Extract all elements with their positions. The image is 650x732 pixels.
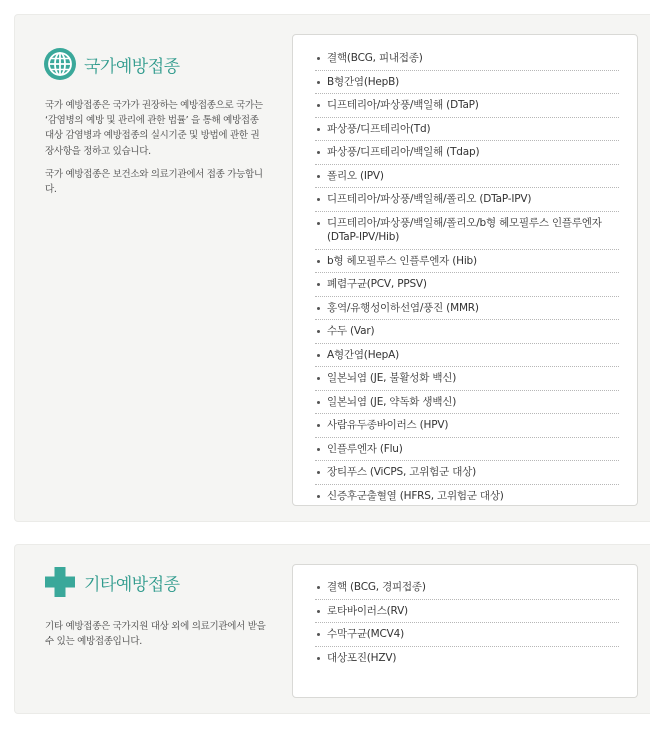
vaccine-name: A형간염(HepA) <box>327 348 400 361</box>
bullet-icon <box>317 448 320 451</box>
plus-cross-icon <box>43 565 77 599</box>
vaccine-list-item <box>315 461 619 485</box>
vaccine-name: 홍역/유행성이하선염/풍진 (MMR) <box>327 301 479 314</box>
vaccine-list-item <box>315 165 619 189</box>
bullet-icon <box>317 657 320 660</box>
bullet-icon <box>317 377 320 380</box>
national-vaccination-section <box>14 14 650 522</box>
vaccine-list-item <box>315 47 619 71</box>
bullet-icon <box>317 610 320 613</box>
vaccine-name: 결핵 (BCG, 경피접종) <box>327 581 426 593</box>
national-vaccine-card <box>292 34 638 506</box>
vaccine-list-item <box>315 414 619 438</box>
bullet-icon <box>317 198 320 201</box>
vaccine-list-item <box>315 344 619 368</box>
vaccine-list-item <box>315 212 619 250</box>
other-title: 기타예방접종 <box>84 574 180 595</box>
national-location-note: 국가 예방접종은 보건소와 의료기관에서 접종 가능합니다. <box>45 169 263 196</box>
bullet-icon <box>317 128 320 131</box>
vaccine-list-item <box>315 485 619 508</box>
vaccine-list-item <box>315 118 619 142</box>
vaccine-name: 인플루엔자 (Flu) <box>327 442 403 455</box>
bullet-icon <box>317 57 320 60</box>
vaccine-list-item <box>315 273 619 297</box>
other-vaccine-list <box>315 576 619 669</box>
vaccine-name: 일본뇌염 (JE, 약독화 생백신) <box>327 395 457 408</box>
vaccine-list-item <box>315 188 619 212</box>
vaccine-list-item <box>315 647 619 670</box>
bullet-icon <box>317 151 320 154</box>
vaccine-list-item <box>315 623 619 647</box>
vaccine-name: b형 헤모필루스 인플루엔자 (Hib) <box>327 254 477 267</box>
vaccine-list-item <box>315 600 619 624</box>
vaccine-name: 대상포진(HZV) <box>327 651 397 664</box>
vaccine-name: 디프테리아/파상풍/백일해 (DTaP) <box>327 99 479 111</box>
vaccine-name: 파상풍/디프테리아(Td) <box>327 122 431 135</box>
other-vaccine-card <box>292 564 638 698</box>
vaccine-name: 로타바이러스(RV) <box>327 604 408 617</box>
bullet-icon <box>317 283 320 286</box>
bullet-icon <box>317 104 320 107</box>
vaccine-name: 파상풍/디프테리아/백일해 (Tdap) <box>327 146 480 158</box>
national-title: 국가예방접종 <box>84 56 180 77</box>
vaccine-list-item <box>315 438 619 462</box>
vaccine-list-item <box>315 141 619 165</box>
bullet-icon <box>317 260 320 263</box>
vaccine-name: 폴리오 (IPV) <box>327 169 384 182</box>
vaccine-list-item <box>315 94 619 118</box>
national-vaccine-list <box>315 47 619 507</box>
other-description: 기타 예방접종은 국가지원 대상 외에 의료기관에서 받을 수 있는 예방접종입니다. <box>45 621 266 648</box>
bullet-icon <box>317 307 320 310</box>
vaccine-name: 폐렴구균(PCV, PPSV) <box>327 278 427 290</box>
vaccine-name: 수막구균(MCV4) <box>327 628 405 640</box>
vaccine-name: 사람유두종바이러스 (HPV) <box>327 419 449 431</box>
vaccine-list-item <box>315 391 619 415</box>
vaccine-list-item <box>315 250 619 274</box>
vaccine-list-item <box>315 320 619 344</box>
bullet-icon <box>317 633 320 636</box>
other-vaccination-section <box>14 544 650 714</box>
vaccine-list-item <box>315 297 619 321</box>
vaccine-list-item <box>315 576 619 600</box>
vaccine-name: 수두 (Var) <box>327 325 375 337</box>
bullet-icon <box>317 330 320 333</box>
bullet-icon <box>317 586 320 589</box>
vaccine-list-item <box>315 71 619 95</box>
bullet-icon <box>317 354 320 357</box>
vaccine-name: 결핵(BCG, 피내접종) <box>327 52 423 64</box>
vaccine-name: 장티푸스 (ViCPS, 고위험군 대상) <box>327 466 476 478</box>
bullet-icon <box>317 81 320 84</box>
national-title-row <box>43 47 180 81</box>
national-description: 국가 예방접종은 국가가 권장하는 예방접종으로 국가는 ‘감염병의 예방 및 관리에 관한 법률’ 을 통해 예방접종 대상 감염병과 예방접종의 실시기준 및 방법에 관한 권장사항을 정하고 있습니다. <box>45 100 263 157</box>
bullet-icon <box>317 424 320 427</box>
bullet-icon <box>317 401 320 404</box>
bullet-icon <box>317 495 320 498</box>
bullet-icon <box>317 175 320 178</box>
vaccine-name: 신증후군출혈열 (HFRS, 고위험군 대상) <box>327 489 504 502</box>
bullet-icon <box>317 471 320 474</box>
vaccine-name: B형간염(HepB) <box>327 75 400 88</box>
bullet-icon <box>317 222 320 225</box>
vaccine-name: 일본뇌염 (JE, 불활성화 백신) <box>327 372 457 384</box>
vaccine-name: 디프테리아/파상풍/백일해/폴리오 (DTaP-IPV) <box>327 193 532 205</box>
vaccine-list-item <box>315 367 619 391</box>
other-title-row <box>43 565 180 599</box>
globe-icon <box>43 47 77 81</box>
vaccine-name: 디프테리아/파상풍/백일해/폴리오/b형 헤모필루스 인플루엔자(DTaP-IPV/Hib) <box>327 216 602 243</box>
